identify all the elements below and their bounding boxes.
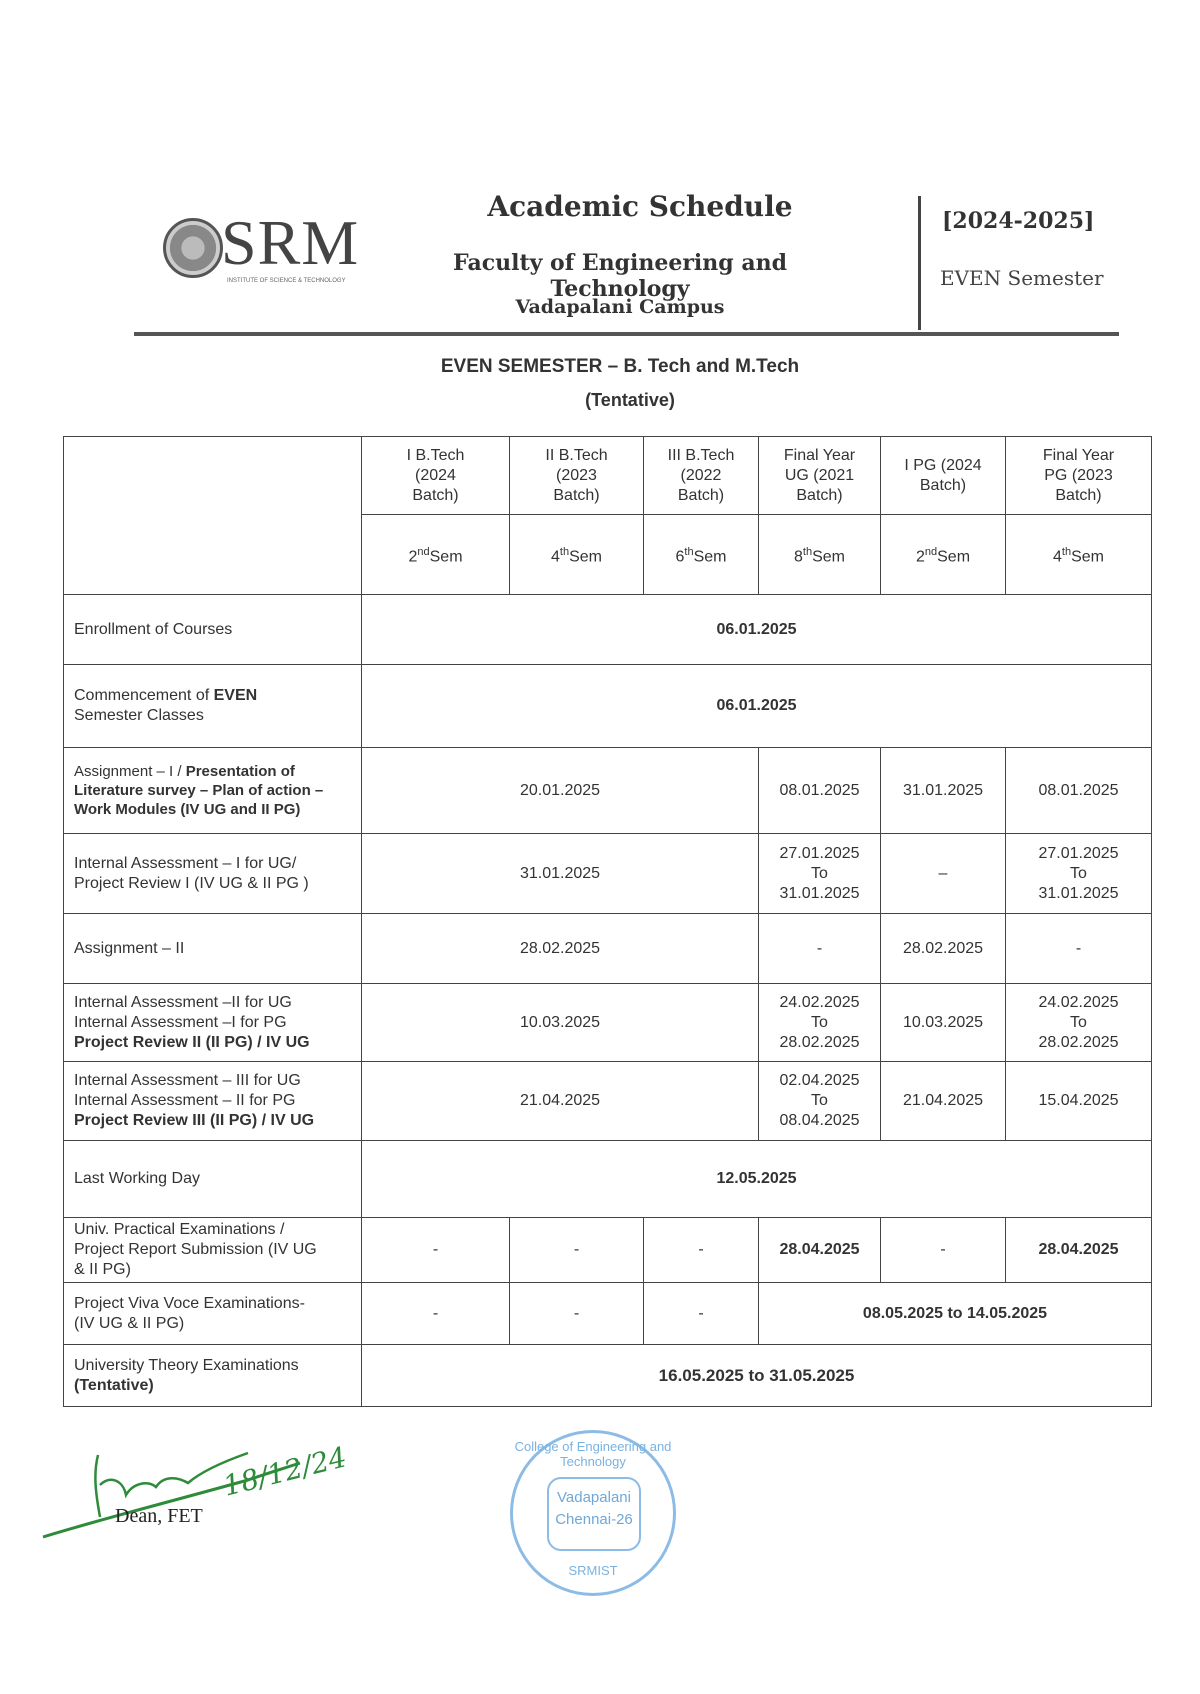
row-date: 08.05.2025 to 14.05.2025 [759,1283,1152,1345]
row-date-range: 02.04.2025 To 08.04.2025 [759,1062,881,1141]
row-date: 28.04.2025 [1006,1218,1152,1283]
row-date: 21.04.2025 [362,1062,759,1141]
row-date: 28.02.2025 [362,914,759,984]
signatory: Dean, FET [115,1505,203,1527]
table-row [64,1062,1152,1141]
table-row [64,595,1152,665]
table-row [64,1345,1152,1407]
column-header: I B.Tech (2024 Batch) [362,437,510,515]
semester-cell: 2ndSem [362,515,510,595]
row-label: Enrollment of Courses [64,595,362,665]
row-label: Commencement of EVEN Semester Classes [64,665,362,748]
schedule-table [63,436,1152,1407]
stamp-bottom-text: SRMIST [568,1563,618,1578]
table-row [64,1218,1152,1283]
row-date: - [510,1283,644,1345]
row-date: – [881,834,1006,914]
stamp-top-text: College of Engineering and Technology [514,1439,672,1469]
row-date: 06.01.2025 [362,595,1152,665]
row-date: 15.04.2025 [1006,1062,1152,1141]
row-date: 21.04.2025 [881,1062,1006,1141]
row-date: - [362,1218,510,1283]
row-date: 12.05.2025 [362,1141,1152,1218]
academic-year: [2024-2025] [942,208,1095,234]
schedule-heading: EVEN SEMESTER – B. Tech and M.Tech [440,356,800,377]
stamp-line1: Vadapalani [557,1489,631,1506]
table-header-row [64,437,1152,515]
row-label: Internal Assessment –II for UG Internal Assessment –I for PG Project Review II (II PG) / IV UG [64,984,362,1062]
header-rule [134,332,1119,336]
row-label: Project Viva Voce Examinations- (IV UG & II PG) [64,1283,362,1345]
row-date: - [881,1218,1006,1283]
row-date: 31.01.2025 [881,748,1006,834]
table-row [64,984,1152,1062]
semester-cell: 4thSem [510,515,644,595]
table-row [64,665,1152,748]
row-label: Univ. Practical Examinations / Project Report Submission (IV UG & II PG) [64,1218,362,1283]
row-date: 10.03.2025 [362,984,759,1062]
logo-tagline: INSTITUTE OF SCIENCE & TECHNOLOGY [227,278,346,284]
row-date: - [510,1218,644,1283]
column-header: Final Year UG (2021 Batch) [759,437,881,515]
row-date: 28.02.2025 [881,914,1006,984]
row-date: 10.03.2025 [881,984,1006,1062]
row-label: Internal Assessment – I for UG/ Project Review I (IV UG & II PG ) [64,834,362,914]
row-date-range: 27.01.2025 To 31.01.2025 [759,834,881,914]
college-stamp [510,1430,676,1596]
column-header: Final Year PG (2023 Batch) [1006,437,1152,515]
stamp-line2: Chennai-26 [555,1511,633,1528]
column-header: III B.Tech (2022 Batch) [644,437,759,515]
row-date-range: 24.02.2025 To 28.02.2025 [1006,984,1152,1062]
semester-cell: 8thSem [759,515,881,595]
header-empty-cell [64,437,362,595]
signature-date: 18/12/24 [219,1440,350,1503]
row-date: 08.01.2025 [1006,748,1152,834]
row-date: 06.01.2025 [362,665,1152,748]
row-date: 28.04.2025 [759,1218,881,1283]
row-date: 31.01.2025 [362,834,759,914]
row-label: University Theory Examinations (Tentative) [64,1345,362,1407]
row-date: 16.05.2025 to 31.05.2025 [362,1345,1152,1407]
row-label: Last Working Day [64,1141,362,1218]
srm-logo [163,207,363,300]
schedule-tentative: (Tentative) [585,390,675,410]
campus-name: Vadapalani Campus [515,296,725,318]
table-row [64,834,1152,914]
logo-wordmark: SRM [221,207,360,278]
row-date: 08.01.2025 [759,748,881,834]
faculty-name: Faculty of Engineering and Technology [453,250,787,302]
page-title: Academic Schedule [487,190,793,223]
row-label: Assignment – I / Presentation of Literature survey – Plan of action – Work Modules (IV UG and II PG) [64,748,362,834]
row-date-range: 24.02.2025 To 28.02.2025 [759,984,881,1062]
table-row [64,1141,1152,1218]
srm-emblem-icon [163,218,223,278]
semester-cell: 6thSem [644,515,759,595]
row-date: - [1006,914,1152,984]
row-date: - [362,1283,510,1345]
table-row [64,914,1152,984]
row-label: Assignment – II [64,914,362,984]
row-label: Internal Assessment – III for UG Internal Assessment – II for PG Project Review III (II PG) / IV UG [64,1062,362,1141]
row-date-range: 27.01.2025 To 31.01.2025 [1006,834,1152,914]
table-row [64,748,1152,834]
column-header: I PG (2024 Batch) [881,437,1006,515]
semester-cell: 2ndSem [881,515,1006,595]
row-date: - [644,1218,759,1283]
semester-label: EVEN Semester [940,266,1104,290]
table-row [64,1283,1152,1345]
row-date: - [644,1283,759,1345]
column-header: II B.Tech (2023 Batch) [510,437,644,515]
row-date: 20.01.2025 [362,748,759,834]
stamp-center [547,1477,641,1551]
header-divider [918,196,921,330]
semester-cell: 4thSem [1006,515,1152,595]
row-date: - [759,914,881,984]
